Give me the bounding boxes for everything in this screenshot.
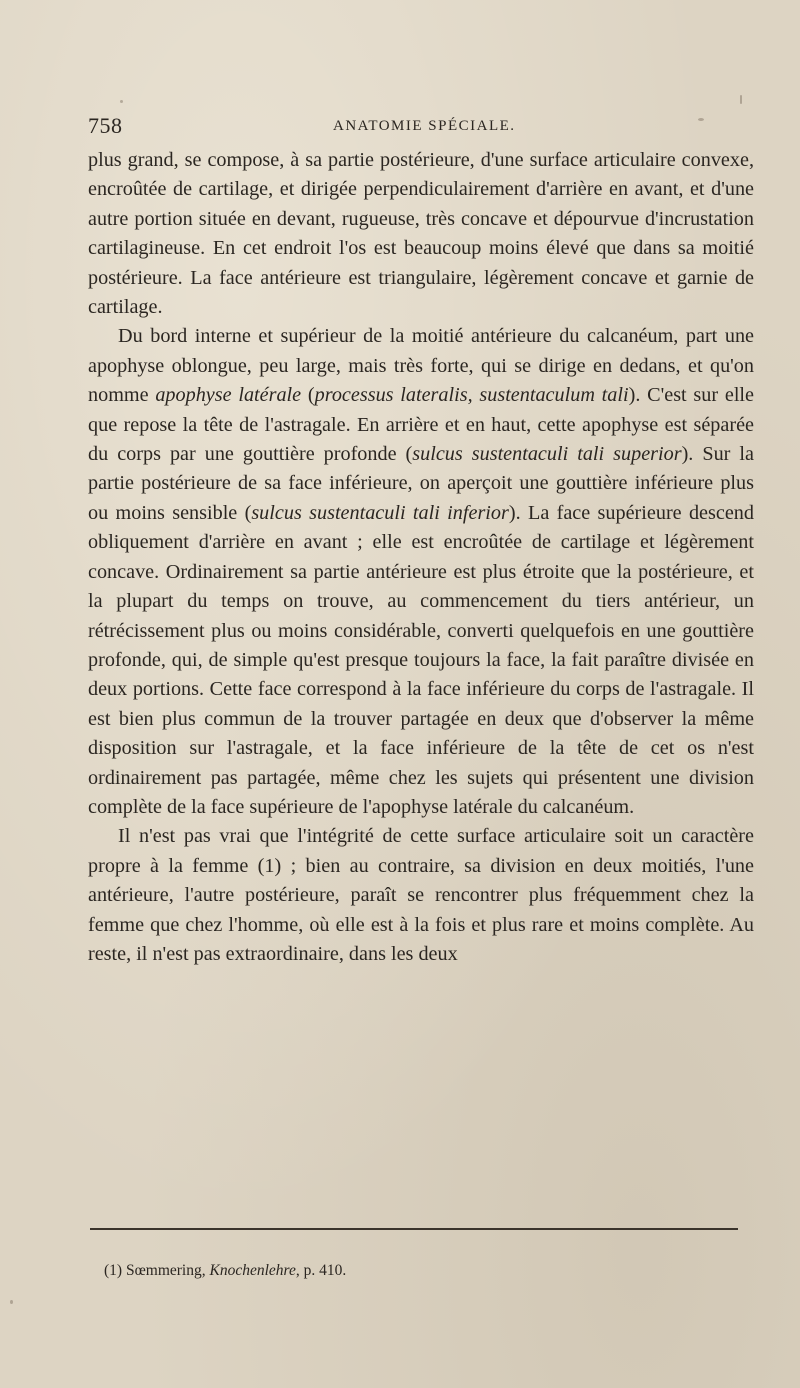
page-number: 758	[88, 113, 123, 138]
text-run: , p. 410.	[295, 1262, 347, 1279]
running-head: ANATOMIE SPÉCIALE.	[333, 118, 516, 134]
text-run: (1) Sœmmering,	[104, 1262, 210, 1279]
text-run: Il n'est pas vrai que l'intégrité de cette surface articulaire soit un caractère propre à la femme (1) ; bien au contraire, sa division en deux moitiés, l'une antérieure, l'autre postérieure, paraît se rencontrer plus fréquemment chez la femme que chez l'homme, où elle est à la fois et plus rare et moins complète. Au reste, il n'est pas extraordinaire, dans les deux	[88, 825, 754, 965]
paragraph	[88, 322, 754, 822]
ink-speck	[740, 95, 742, 104]
italic-term: Knochenlehre	[209, 1262, 296, 1279]
text-run: ). Sur la partie postérieure de sa face inférieure, on aperçoit une gouttière inférieure plus ou moins sensible (	[88, 443, 754, 524]
paragraph	[88, 822, 754, 969]
paragraph	[88, 146, 754, 322]
text-run: ). La face supérieure descend obliquement d'arrière en avant ; elle est encroûtée de cartilage et légèrement concave. Ordinairement sa partie antérieure est plus étroite que la postérieure, et la plupart du temps on trouve, au commencement du tiers antérieur, un rétrécissement plus ou moins considérable, converti quelquefois en une gouttière profonde, qui, de simple qu'est presque toujours la face, la fait paraître divisée en deux portions. Cette face correspond à la face inférieure du corps de l'astragale. Il est bien plus commun de la trouver partagée en deux que d'observer la même disposition sur l'astragale, et la face inférieure de la tête de cet os n'est ordinairement pas partagée, même chez les sujets qui présentent une division complète de la face supérieure de l'apophyse latérale du calcanéum.	[88, 501, 754, 818]
ink-speck	[698, 118, 704, 121]
text-run: plus grand, se compose, à sa partie postérieure, d'une surface articulaire convexe, encroûtée de cartilage, et dirigée perpendiculairement d'arrière en avant, et d'une autre portion située en devant, rugueuse, très concave et dépourvue d'incrustation cartilagineuse. En cet endroit l'os est beaucoup moins élevé que dans sa moitié postérieure. La face antérieure est triangulaire, légèrement concave et garnie de cartilage.	[88, 149, 754, 319]
italic-term: sulcus sustentaculi tali superior	[412, 443, 682, 466]
page-header	[88, 113, 748, 143]
italic-term: apophyse latérale	[155, 384, 302, 407]
italic-term: sulcus sustentaculi tali inferior	[251, 501, 509, 524]
footnote-rule	[90, 1228, 738, 1230]
italic-term: processus lateralis, sustentaculum tali	[314, 384, 629, 407]
text-run: Du bord interne et supérieur de la moitié antérieure du calcanéum, part une apophyse oblongue, peu large, mais très forte, qui se dirige en dedans, et qu'on nomme	[88, 325, 754, 407]
text-run: (	[301, 384, 315, 407]
text-run: ). C'est sur elle que repose la tête de l'astragale. En arrière et en haut, cette apophyse est séparée du corps par une gouttière profonde (	[88, 384, 754, 466]
ink-speck	[120, 100, 123, 103]
body-text	[88, 146, 754, 969]
footnote	[104, 1262, 346, 1280]
ink-speck	[10, 1300, 13, 1304]
